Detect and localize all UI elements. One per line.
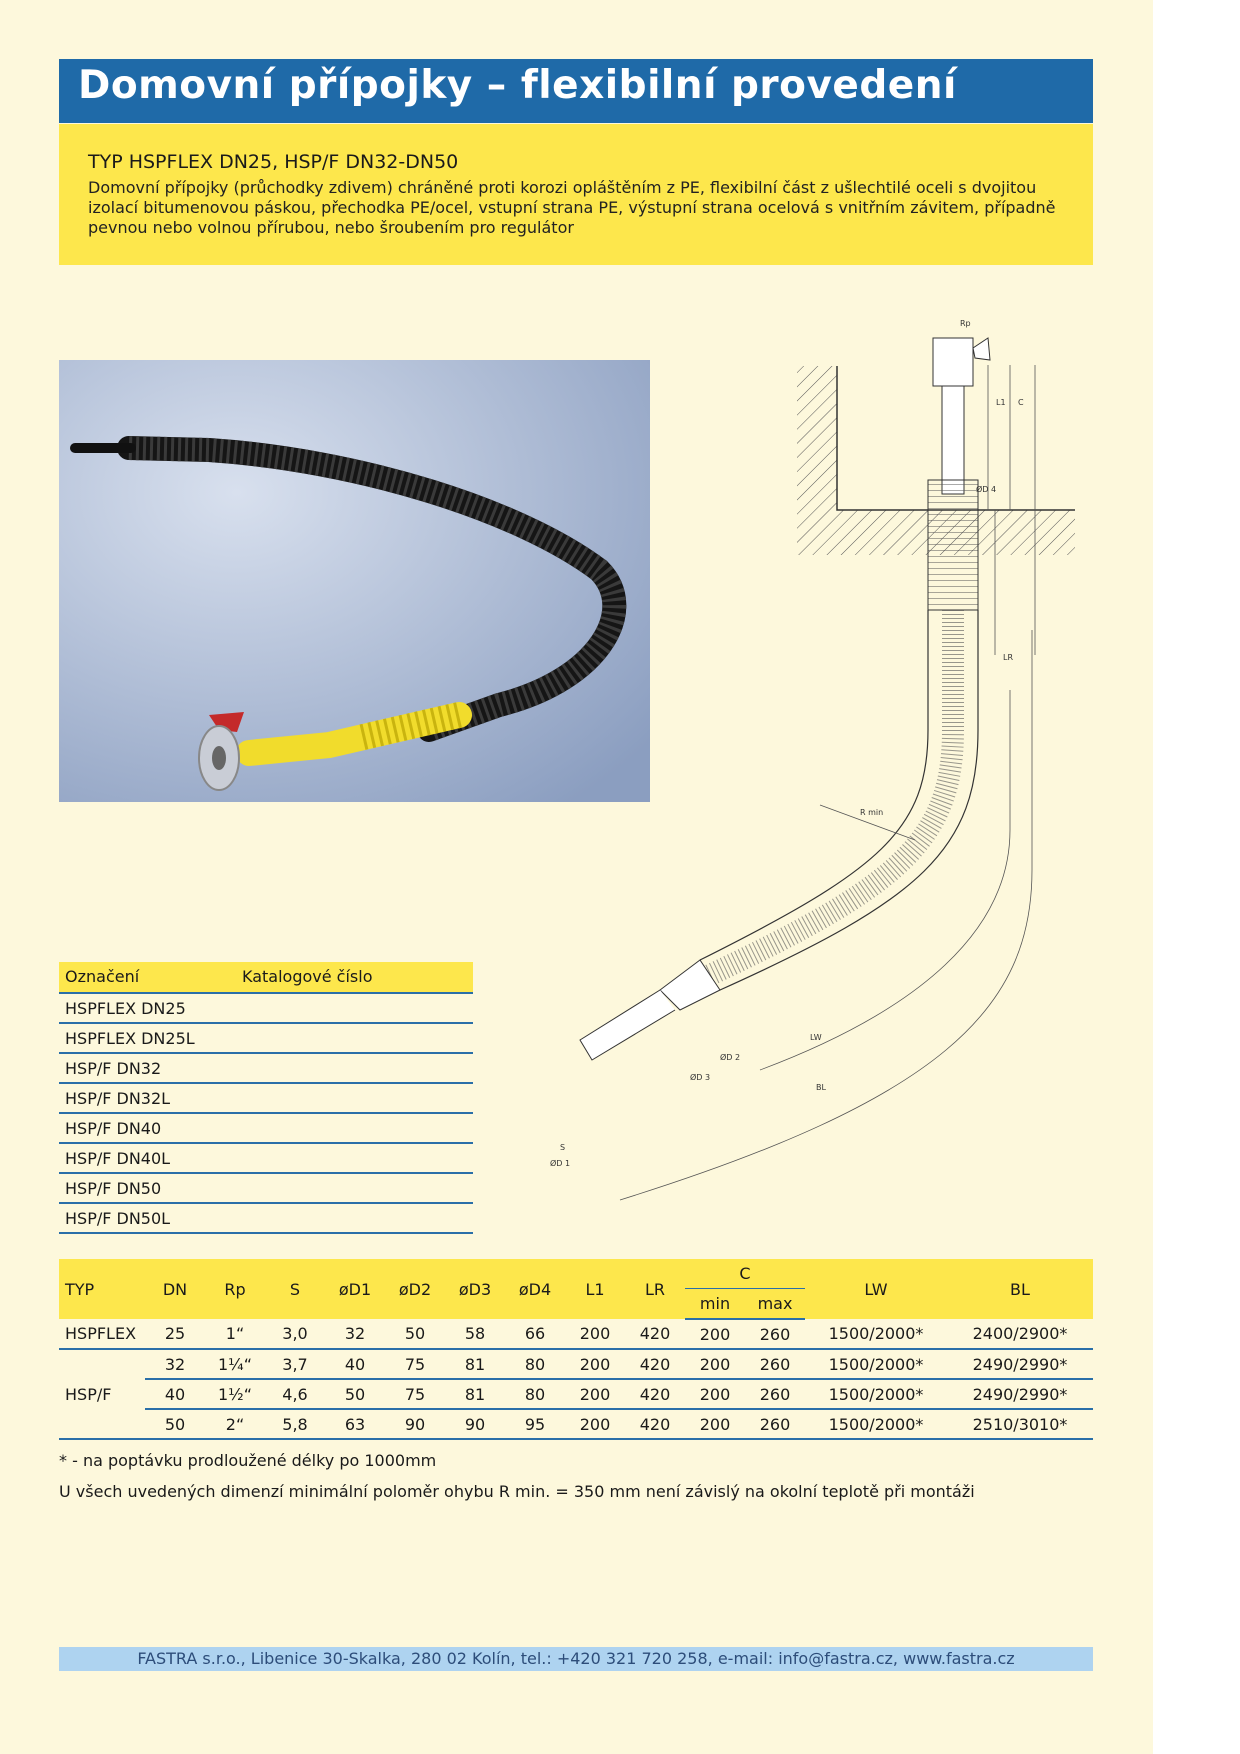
header-l1: L1 xyxy=(565,1259,625,1319)
spec-cell: 80 xyxy=(505,1379,565,1409)
header-bl: BL xyxy=(947,1259,1093,1319)
spec-cell: 95 xyxy=(505,1409,565,1439)
spec-cell: 420 xyxy=(625,1349,685,1379)
header-rp: Rp xyxy=(205,1259,265,1319)
catalog-row xyxy=(59,1024,473,1054)
footer-contact: FASTRA s.r.o., Libenice 30-Skalka, 280 02 Kolín, tel.: +420 321 720 258, e-mail: info@fastra.cz, www.fastra.cz xyxy=(59,1647,1093,1671)
spec-cell: 200 xyxy=(565,1319,625,1349)
spec-cell: 260 xyxy=(745,1349,805,1379)
header-d3: øD3 xyxy=(445,1259,505,1319)
spec-cell: 1¼“ xyxy=(205,1349,265,1379)
spec-cell: 200 xyxy=(565,1379,625,1409)
spec-cell: 1½“ xyxy=(205,1379,265,1409)
spec-type-hspflex: HSPFLEX xyxy=(59,1319,145,1349)
intro-box xyxy=(59,124,1093,265)
spec-cell: 2510/3010* xyxy=(947,1409,1093,1439)
spec-row xyxy=(59,1379,1093,1409)
catalog-item: HSP/F DN50 xyxy=(65,1179,162,1198)
spec-cell: 1500/2000* xyxy=(805,1379,947,1409)
header-lw: LW xyxy=(805,1259,947,1319)
spec-cell: 66 xyxy=(505,1319,565,1349)
catalog-col-oznaceni: Označení xyxy=(65,967,140,986)
spec-cell: 50 xyxy=(325,1379,385,1409)
catalog-table xyxy=(59,962,473,1234)
spec-cell: 420 xyxy=(625,1409,685,1439)
label-c: C xyxy=(1018,398,1024,407)
spec-cell: 50 xyxy=(385,1319,445,1349)
spec-cell: 420 xyxy=(625,1319,685,1349)
catalog-item: HSP/F DN40L xyxy=(65,1149,171,1168)
catalog-item: HSPFLEX DN25L xyxy=(65,1029,195,1048)
label-lw: LW xyxy=(810,1033,822,1042)
label-rmin: R min xyxy=(860,808,884,817)
spec-cell: 4,6 xyxy=(265,1379,325,1409)
label-d1: ØD 1 xyxy=(550,1159,571,1168)
spec-cell: 260 xyxy=(745,1409,805,1439)
spec-cell: 25 xyxy=(145,1319,205,1349)
label-lr: LR xyxy=(1003,653,1014,662)
spec-cell: 1500/2000* xyxy=(805,1349,947,1379)
spec-cell: 3,0 xyxy=(265,1319,325,1349)
spec-cell: 58 xyxy=(445,1319,505,1349)
technical-drawing-graphic xyxy=(520,310,1090,1220)
spec-cell: 420 xyxy=(625,1379,685,1409)
catalog-item: HSPFLEX DN25 xyxy=(65,999,186,1018)
spec-cell: 32 xyxy=(145,1349,205,1379)
catalog-row xyxy=(59,1084,473,1114)
spec-body xyxy=(59,1319,1093,1439)
spec-cell: 1“ xyxy=(205,1319,265,1349)
label-d2: ØD 2 xyxy=(720,1053,741,1062)
spec-cell: 40 xyxy=(145,1379,205,1409)
catalog-col-katalog: Katalogové číslo xyxy=(242,967,373,986)
spec-cell: 3,7 xyxy=(265,1349,325,1379)
header-s: S xyxy=(265,1259,325,1319)
spec-cell: 200 xyxy=(565,1409,625,1439)
header-lr: LR xyxy=(625,1259,685,1319)
catalog-item: HSP/F DN40 xyxy=(65,1119,162,1138)
spec-cell: 81 xyxy=(445,1379,505,1409)
note-min-radius: U všech uvedených dimenzí minimální poloměr ohybu R min. = 350 mm není závislý na okolní teplotě při montáži xyxy=(59,1482,975,1501)
spec-type-hspf: HSP/F xyxy=(59,1349,145,1439)
header-d1: øD1 xyxy=(325,1259,385,1319)
spec-cell: 260 xyxy=(745,1379,805,1409)
spec-cell: 81 xyxy=(445,1349,505,1379)
spec-row xyxy=(59,1319,1093,1349)
spec-cell: 2490/2990* xyxy=(947,1379,1093,1409)
description: Domovní přípojky (průchodky zdivem) chráněné proti korozi opláštěním z PE, flexibilní část z ušlechtilé oceli s dvojitou izolací bitumenovou páskou, přechodka PE/ocel, vstupní strana PE, výstupní strana ocelová s vnitřním závitem, případně pevnou nebo volnou přírubou, nebo šroubením pro regulátor xyxy=(88,178,1056,237)
spec-cell: 260 xyxy=(745,1319,805,1349)
spec-cell: 90 xyxy=(445,1409,505,1439)
label-l1: L1 xyxy=(996,398,1006,407)
spec-cell: 90 xyxy=(385,1409,445,1439)
header-dn: DN xyxy=(145,1259,205,1319)
label-d4: ØD 4 xyxy=(976,485,997,494)
type-line: TYP HSPFLEX DN25, HSP/F DN32-DN50 xyxy=(88,151,459,173)
spec-cell: 50 xyxy=(145,1409,205,1439)
spec-cell: 200 xyxy=(685,1319,745,1349)
header-typ: TYP xyxy=(59,1259,145,1319)
spec-cell: 80 xyxy=(505,1349,565,1379)
spec-cell: 1500/2000* xyxy=(805,1409,947,1439)
catalog-item: HSP/F DN32 xyxy=(65,1059,162,1078)
spec-cell: 63 xyxy=(325,1409,385,1439)
header-c-max: max xyxy=(745,1289,805,1320)
spec-cell: 32 xyxy=(325,1319,385,1349)
label-rp: Rp xyxy=(960,319,971,328)
spec-cell: 2400/2900* xyxy=(947,1319,1093,1349)
spec-cell: 200 xyxy=(565,1349,625,1379)
label-d3: ØD 3 xyxy=(690,1073,711,1082)
catalog-row xyxy=(59,1144,473,1174)
catalog-item: HSP/F DN32L xyxy=(65,1089,171,1108)
spec-cell: 200 xyxy=(685,1409,745,1439)
spec-cell: 75 xyxy=(385,1379,445,1409)
spec-table xyxy=(59,1259,1093,1440)
page-title: Domovní přípojky – flexibilní provedení xyxy=(78,63,957,108)
header-c-min: min xyxy=(685,1289,745,1320)
spec-cell: 200 xyxy=(685,1349,745,1379)
spec-cell: 75 xyxy=(385,1349,445,1379)
header-c: C xyxy=(685,1259,805,1289)
spec-cell: 2“ xyxy=(205,1409,265,1439)
technical-drawing xyxy=(520,310,1090,1220)
spec-cell: 5,8 xyxy=(265,1409,325,1439)
title-bar xyxy=(59,59,1093,123)
catalog-row xyxy=(59,1114,473,1144)
header-d2: øD2 xyxy=(385,1259,445,1319)
label-bl: BL xyxy=(816,1083,826,1092)
spec-cell: 2490/2990* xyxy=(947,1349,1093,1379)
label-s: S xyxy=(560,1143,566,1152)
spec-cell: 200 xyxy=(685,1379,745,1409)
spec-row xyxy=(59,1349,1093,1379)
header-d4: øD4 xyxy=(505,1259,565,1319)
catalog-item: HSP/F DN50L xyxy=(65,1209,171,1228)
spec-cell: 40 xyxy=(325,1349,385,1379)
spec-row xyxy=(59,1409,1093,1439)
catalog-row xyxy=(59,1174,473,1204)
catalog-row xyxy=(59,1204,473,1234)
spec-cell: 1500/2000* xyxy=(805,1319,947,1349)
catalog-header xyxy=(59,962,473,994)
catalog-row xyxy=(59,1054,473,1084)
catalog-row xyxy=(59,994,473,1024)
note-extended-length: * - na poptávku prodloužené délky po 1000mm xyxy=(59,1451,437,1470)
